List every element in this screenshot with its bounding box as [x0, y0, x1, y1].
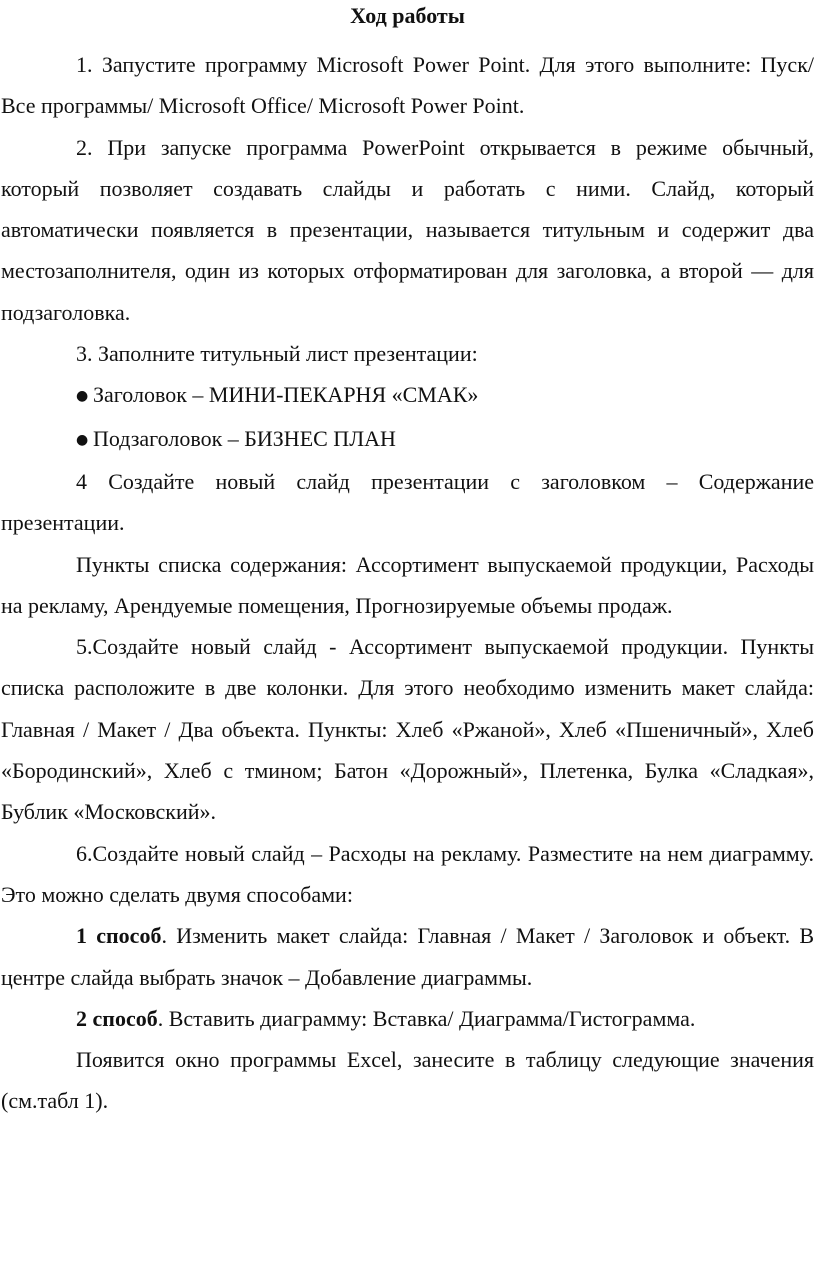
method-1-text: . Изменить макет слайда: Главная / Макет / Заголовок и объект. В центре слайда выбрать значок – Добавление диаграммы.	[1, 923, 814, 990]
page-title: Ход работы	[350, 3, 465, 28]
method-2-paragraph	[1, 998, 814, 1039]
bullet-icon: ●	[76, 388, 89, 405]
excel-note-paragraph: Появится окно программы Excel, занесите в таблицу следующие значения (см.табл 1).	[1, 1047, 814, 1114]
step-5-paragraph: 5.Создайте новый слайд - Ассортимент выпускаемой продукции. Пункты списка расположите в две колонки. Для этого необходимо изменить макет слайда: Главная / Макет / Два объекта. Пункты: Хлеб «Ржаной», Хлеб «Пшеничный», Хлеб «Бородинский», Хлеб с тмином; Батон «Дорожный», Плетенка, Булка «Сладкая», Бублик «Московский».	[1, 634, 814, 825]
method-1-paragraph	[1, 915, 814, 998]
bullet-item-subtitle	[1, 418, 814, 461]
contents-items-paragraph: Пункты списка содержания: Ассортимент выпускаемой продукции, Расходы на рекламу, Арендуемые помещения, Прогнозируемые объемы продаж.	[1, 551, 814, 618]
bullet-item-text: Подзаголовок – БИЗНЕС ПЛАН	[93, 425, 396, 451]
step-2-paragraph: 2. При запуске программа PowerPoint открывается в режиме обычный, который позволяет создавать слайды и работать с ними. Слайд, который автоматически появляется в презентации, называется титульным и содержит два местозаполнителя, один из которых отформатирован для заголовка, а второй — для подзаголовка.	[1, 134, 814, 325]
method-2-text: . Вставить диаграмму: Вставка/ Диаграмма/Гистограмма.	[157, 1005, 696, 1031]
method-2-label: 2 способ	[76, 1005, 158, 1031]
bullet-item-title	[1, 374, 814, 417]
step-6-paragraph: 6.Создайте новый слайд – Расходы на рекламу. Разместите на нем диаграмму. Это можно сделать двумя способами:	[1, 840, 814, 907]
step-1-paragraph: 1. Запустите программу Microsoft Power Point. Для этого выполните: Пуск/Все программы/ Microsoft Office/ Microsoft Power Point.	[1, 52, 814, 119]
step-4-paragraph: 4 Создайте новый слайд презентации с заголовком – Содержание презентации.	[1, 468, 814, 536]
step-3-paragraph: 3. Заполните титульный лист презентации:	[76, 341, 478, 367]
bullet-icon: ●	[76, 431, 89, 448]
method-1-label: 1 способ	[76, 923, 162, 949]
bullet-item-text: Заголовок – МИНИ-ПЕКАРНЯ «СМАК»	[93, 382, 479, 408]
